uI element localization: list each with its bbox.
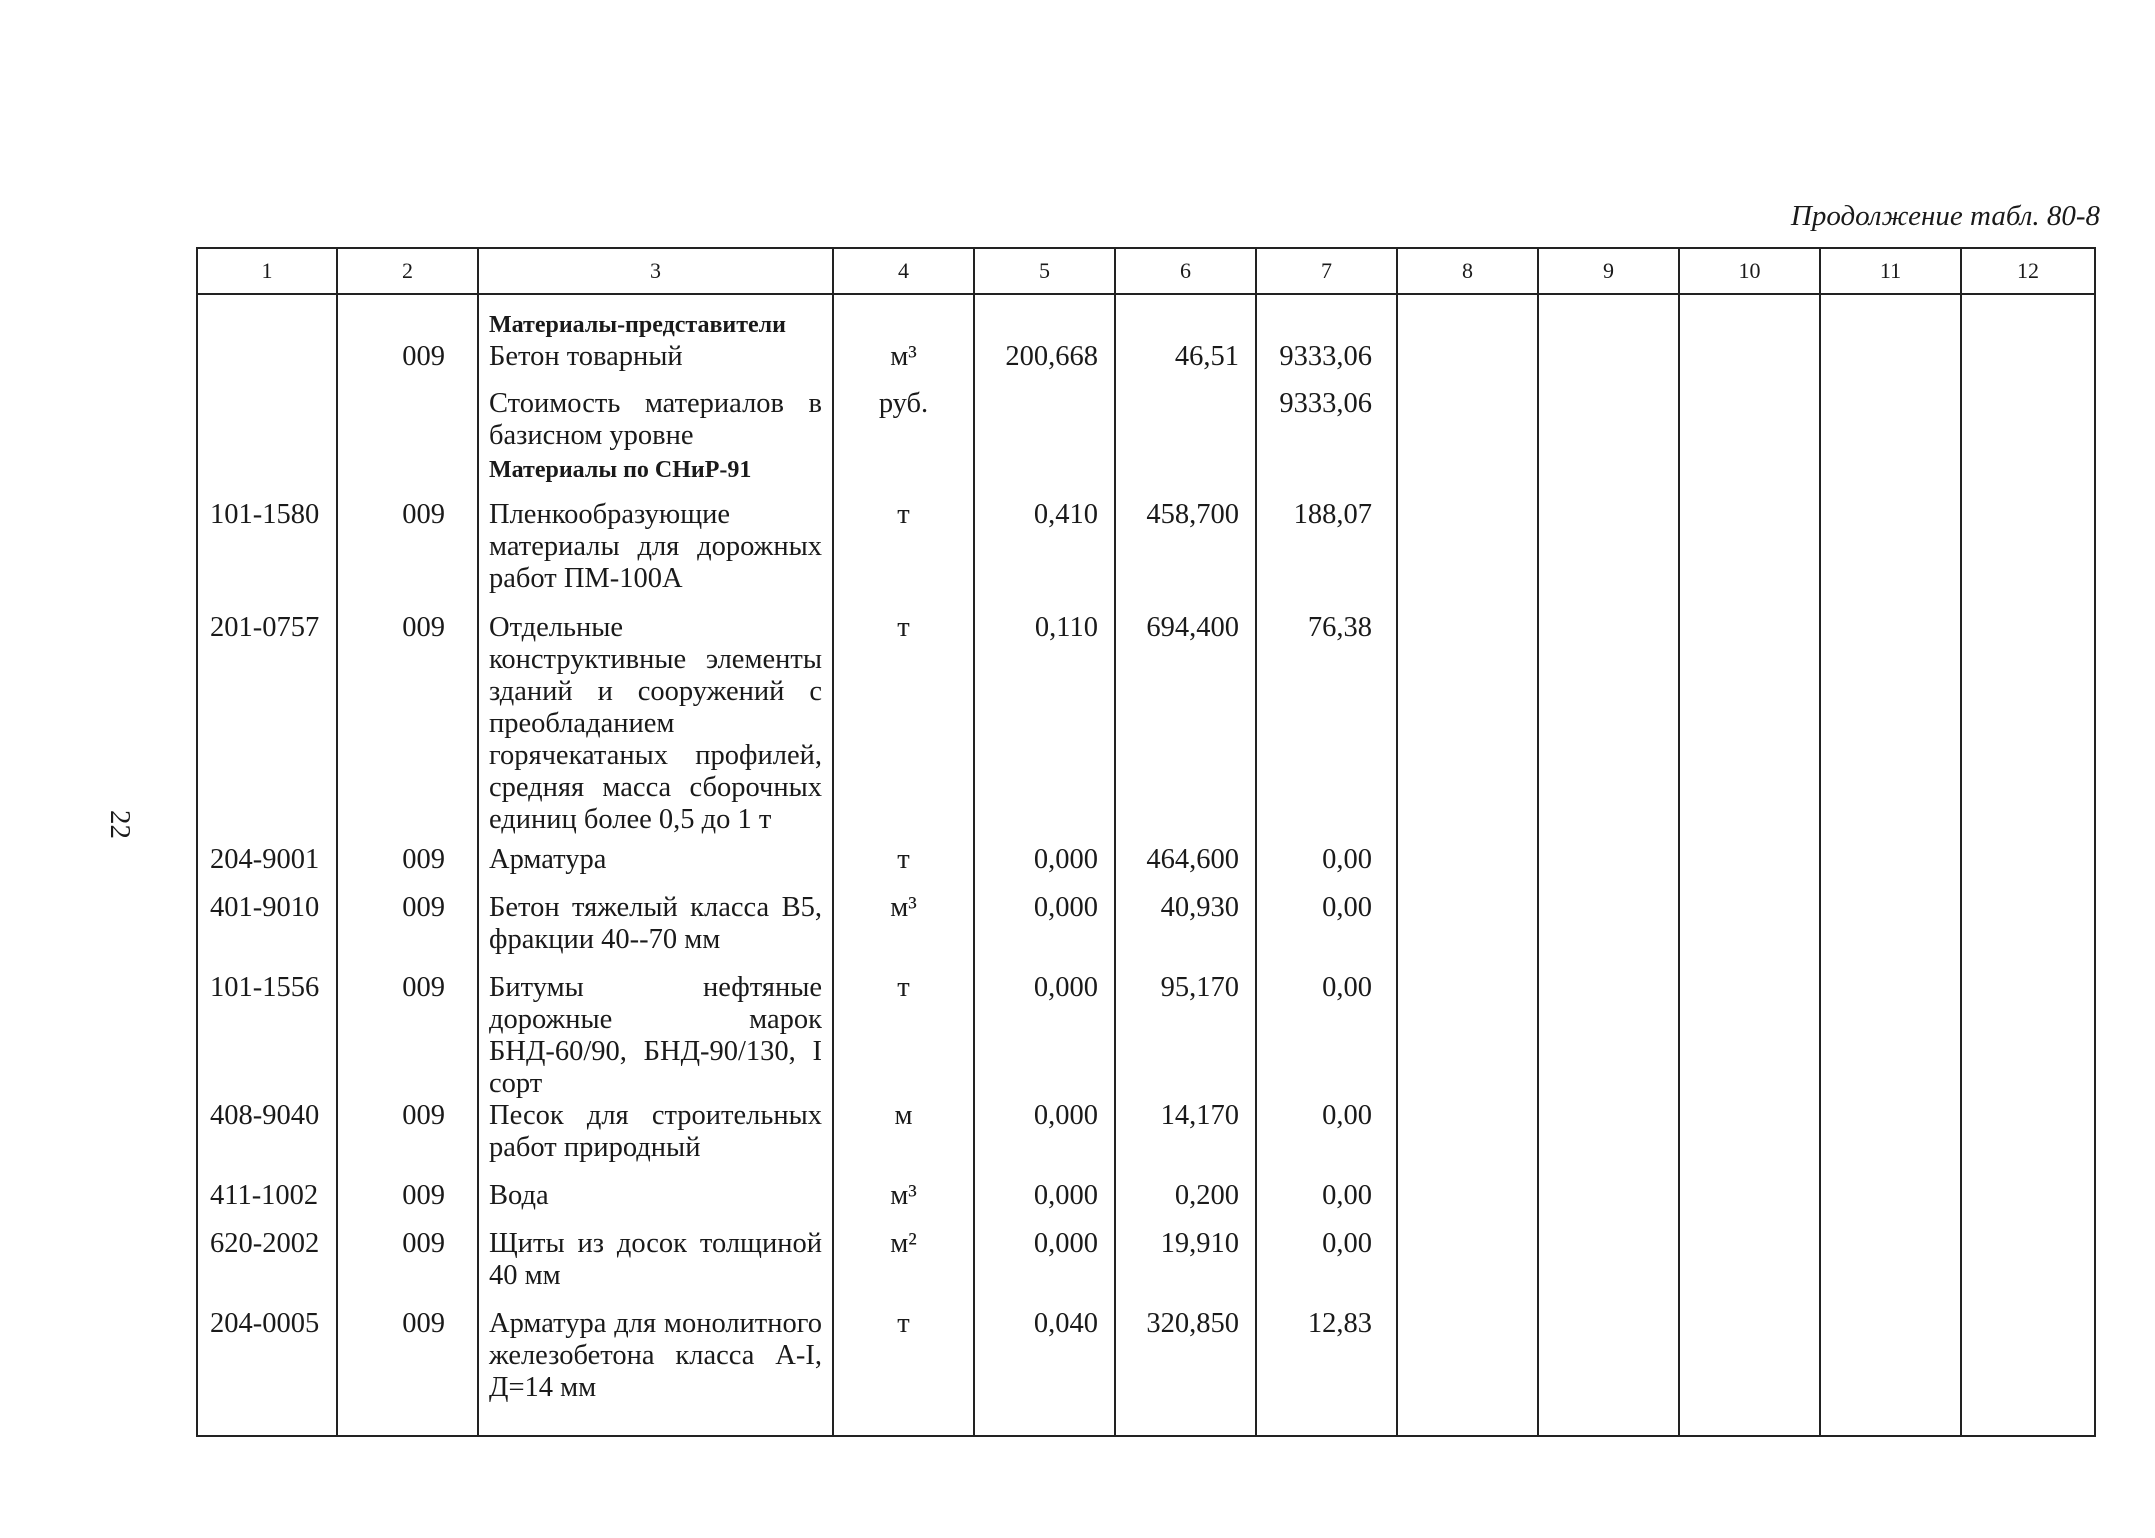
material-code-cell	[197, 454, 337, 499]
empty-cell	[1961, 892, 2095, 972]
price-cell: 14,170	[1115, 1100, 1256, 1180]
unit-cell: т	[833, 612, 974, 844]
empty-cell	[1538, 341, 1679, 388]
empty-cell	[1961, 972, 2095, 1100]
total-cell: 0,00	[1256, 972, 1397, 1100]
material-code-cell: 411-1002	[197, 1180, 337, 1228]
total-cell: 188,07	[1256, 499, 1397, 612]
empty-cell	[1820, 1100, 1961, 1180]
material-name-cell: Песок для строительных работ природный	[478, 1100, 833, 1180]
material-name-cell: Материалы-представители	[478, 294, 833, 341]
empty-cell	[1820, 294, 1961, 341]
material-code-cell	[197, 341, 337, 388]
table-row	[197, 1180, 2095, 1228]
column-header: 3	[478, 248, 833, 294]
price-cell: 19,910	[1115, 1228, 1256, 1308]
unit-cell: т	[833, 844, 974, 892]
material-name-cell: Отдельные конструктивные элементы зданий и сооружений с преобладанием горячекатаных профилей, средняя масса сборочных единиц более 0,5 до 1 т	[478, 612, 833, 844]
empty-cell	[1397, 454, 1538, 499]
price-cell: 694,400	[1115, 612, 1256, 844]
table-row	[197, 972, 2095, 1100]
price-cell: 0,200	[1115, 1180, 1256, 1228]
table-row	[197, 454, 2095, 499]
unit-cell: м²	[833, 1228, 974, 1308]
region-code-cell: 009	[337, 972, 478, 1100]
price-cell	[1115, 294, 1256, 341]
total-cell: 0,00	[1256, 844, 1397, 892]
empty-cell	[1820, 1308, 1961, 1436]
region-code-cell: 009	[337, 1100, 478, 1180]
empty-cell	[1679, 972, 1820, 1100]
total-cell: 0,00	[1256, 1100, 1397, 1180]
empty-cell	[1961, 388, 2095, 454]
unit-cell: т	[833, 499, 974, 612]
empty-cell	[1397, 341, 1538, 388]
column-header: 2	[337, 248, 478, 294]
total-cell	[1256, 454, 1397, 499]
region-code-cell: 009	[337, 612, 478, 844]
quantity-cell: 0,410	[974, 499, 1115, 612]
empty-cell	[1961, 1228, 2095, 1308]
empty-cell	[1679, 388, 1820, 454]
price-cell	[1115, 454, 1256, 499]
quantity-cell	[974, 454, 1115, 499]
material-name-cell: Арматура для монолитного железобетона класса А-I, Д=14 мм	[478, 1308, 833, 1436]
empty-cell	[1397, 1308, 1538, 1436]
quantity-cell: 0,000	[974, 1180, 1115, 1228]
empty-cell	[1679, 844, 1820, 892]
empty-cell	[1538, 388, 1679, 454]
unit-cell: м³	[833, 1180, 974, 1228]
total-cell	[1256, 294, 1397, 341]
table-row	[197, 1228, 2095, 1308]
material-name-cell: Арматура	[478, 844, 833, 892]
price-cell: 464,600	[1115, 844, 1256, 892]
empty-cell	[1538, 1228, 1679, 1308]
quantity-cell	[974, 388, 1115, 454]
empty-cell	[1820, 341, 1961, 388]
material-name-cell: Стоимость материалов в базисном уровне	[478, 388, 833, 454]
empty-cell	[1820, 612, 1961, 844]
empty-cell	[1397, 1228, 1538, 1308]
price-cell: 46,51	[1115, 341, 1256, 388]
table-row	[197, 294, 2095, 341]
material-code-cell: 204-0005	[197, 1308, 337, 1436]
empty-cell	[1961, 294, 2095, 341]
empty-cell	[1820, 892, 1961, 972]
empty-cell	[1397, 1180, 1538, 1228]
region-code-cell: 009	[337, 1308, 478, 1436]
empty-cell	[1538, 1308, 1679, 1436]
region-code-cell: 009	[337, 844, 478, 892]
quantity-cell: 0,000	[974, 1228, 1115, 1308]
quantity-cell: 200,668	[974, 341, 1115, 388]
total-cell: 0,00	[1256, 1228, 1397, 1308]
total-cell: 76,38	[1256, 612, 1397, 844]
unit-cell: руб.	[833, 388, 974, 454]
region-code-cell	[337, 388, 478, 454]
quantity-cell: 0,110	[974, 612, 1115, 844]
price-cell: 320,850	[1115, 1308, 1256, 1436]
price-cell	[1115, 388, 1256, 454]
material-name-cell: Щиты из досок толщиной 40 мм	[478, 1228, 833, 1308]
empty-cell	[1961, 1308, 2095, 1436]
unit-cell: т	[833, 972, 974, 1100]
unit-cell	[833, 294, 974, 341]
column-header: 5	[974, 248, 1115, 294]
empty-cell	[1538, 499, 1679, 612]
quantity-cell: 0,000	[974, 1100, 1115, 1180]
region-code-cell: 009	[337, 499, 478, 612]
material-code-cell: 408-9040	[197, 1100, 337, 1180]
quantity-cell: 0,000	[974, 844, 1115, 892]
empty-cell	[1397, 1100, 1538, 1180]
empty-cell	[1679, 1100, 1820, 1180]
empty-cell	[1820, 972, 1961, 1100]
empty-cell	[1679, 1180, 1820, 1228]
empty-cell	[1820, 844, 1961, 892]
material-name-cell: Битумы нефтяные дорожные марок БНД-60/90, БНД-90/130, I сорт	[478, 972, 833, 1100]
empty-cell	[1538, 972, 1679, 1100]
column-header: 6	[1115, 248, 1256, 294]
empty-cell	[1397, 612, 1538, 844]
empty-cell	[1820, 499, 1961, 612]
empty-cell	[1961, 844, 2095, 892]
empty-cell	[1961, 1180, 2095, 1228]
empty-cell	[1538, 612, 1679, 844]
total-cell: 0,00	[1256, 1180, 1397, 1228]
empty-cell	[1820, 1180, 1961, 1228]
total-cell: 0,00	[1256, 892, 1397, 972]
table-row	[197, 1308, 2095, 1436]
quantity-cell: 0,000	[974, 892, 1115, 972]
unit-cell: м³	[833, 892, 974, 972]
material-code-cell: 101-1580	[197, 499, 337, 612]
empty-cell	[1397, 388, 1538, 454]
material-code-cell: 204-9001	[197, 844, 337, 892]
column-header: 7	[1256, 248, 1397, 294]
empty-cell	[1538, 1180, 1679, 1228]
table-row	[197, 1100, 2095, 1180]
empty-cell	[1961, 341, 2095, 388]
page-number: 22	[104, 810, 136, 839]
quantity-cell	[974, 294, 1115, 341]
empty-cell	[1679, 892, 1820, 972]
table-header-row	[197, 248, 2095, 294]
empty-cell	[1679, 1228, 1820, 1308]
empty-cell	[1538, 844, 1679, 892]
empty-cell	[1538, 454, 1679, 499]
materials-table	[196, 247, 2096, 1437]
material-name-cell: Материалы по СНиР-91	[478, 454, 833, 499]
quantity-cell: 0,000	[974, 972, 1115, 1100]
empty-cell	[1679, 294, 1820, 341]
material-name-cell: Пленкообразующие материалы для дорожных работ ПМ-100А	[478, 499, 833, 612]
empty-cell	[1961, 612, 2095, 844]
material-code-cell: 401-9010	[197, 892, 337, 972]
empty-cell	[1679, 1308, 1820, 1436]
empty-cell	[1397, 892, 1538, 972]
material-code-cell: 101-1556	[197, 972, 337, 1100]
column-header: 10	[1679, 248, 1820, 294]
material-name-cell: Вода	[478, 1180, 833, 1228]
table-row	[197, 844, 2095, 892]
region-code-cell: 009	[337, 892, 478, 972]
price-cell: 458,700	[1115, 499, 1256, 612]
unit-cell: т	[833, 1308, 974, 1436]
material-name-cell: Бетон товарный	[478, 341, 833, 388]
column-header: 11	[1820, 248, 1961, 294]
total-cell: 12,83	[1256, 1308, 1397, 1436]
empty-cell	[1538, 892, 1679, 972]
region-code-cell: 009	[337, 1228, 478, 1308]
quantity-cell: 0,040	[974, 1308, 1115, 1436]
table-row	[197, 388, 2095, 454]
empty-cell	[1820, 388, 1961, 454]
empty-cell	[1679, 499, 1820, 612]
empty-cell	[1397, 844, 1538, 892]
material-code-cell	[197, 294, 337, 341]
material-code-cell: 201-0757	[197, 612, 337, 844]
empty-cell	[1679, 341, 1820, 388]
column-header: 1	[197, 248, 337, 294]
table-row	[197, 612, 2095, 844]
empty-cell	[1538, 1100, 1679, 1180]
table-row	[197, 341, 2095, 388]
empty-cell	[1397, 972, 1538, 1100]
empty-cell	[1679, 454, 1820, 499]
unit-cell: м	[833, 1100, 974, 1180]
table-row	[197, 892, 2095, 972]
material-code-cell: 620-2002	[197, 1228, 337, 1308]
price-cell: 40,930	[1115, 892, 1256, 972]
region-code-cell	[337, 454, 478, 499]
empty-cell	[1961, 454, 2095, 499]
empty-cell	[1397, 294, 1538, 341]
unit-cell: м³	[833, 341, 974, 388]
empty-cell	[1820, 1228, 1961, 1308]
table-caption: Продолжение табл. 80-8	[1790, 200, 2100, 232]
material-name-cell: Бетон тяжелый класса В5, фракции 40--70 мм	[478, 892, 833, 972]
empty-cell	[1538, 294, 1679, 341]
total-cell: 9333,06	[1256, 341, 1397, 388]
total-cell: 9333,06	[1256, 388, 1397, 454]
empty-cell	[1820, 454, 1961, 499]
empty-cell	[1961, 1100, 2095, 1180]
region-code-cell: 009	[337, 341, 478, 388]
price-cell: 95,170	[1115, 972, 1256, 1100]
region-code-cell	[337, 294, 478, 341]
material-code-cell	[197, 388, 337, 454]
empty-cell	[1397, 499, 1538, 612]
table-row	[197, 499, 2095, 612]
column-header: 4	[833, 248, 974, 294]
table-body	[197, 294, 2095, 1436]
region-code-cell: 009	[337, 1180, 478, 1228]
column-header: 12	[1961, 248, 2095, 294]
column-header: 9	[1538, 248, 1679, 294]
column-header: 8	[1397, 248, 1538, 294]
empty-cell	[1679, 612, 1820, 844]
unit-cell	[833, 454, 974, 499]
empty-cell	[1961, 499, 2095, 612]
